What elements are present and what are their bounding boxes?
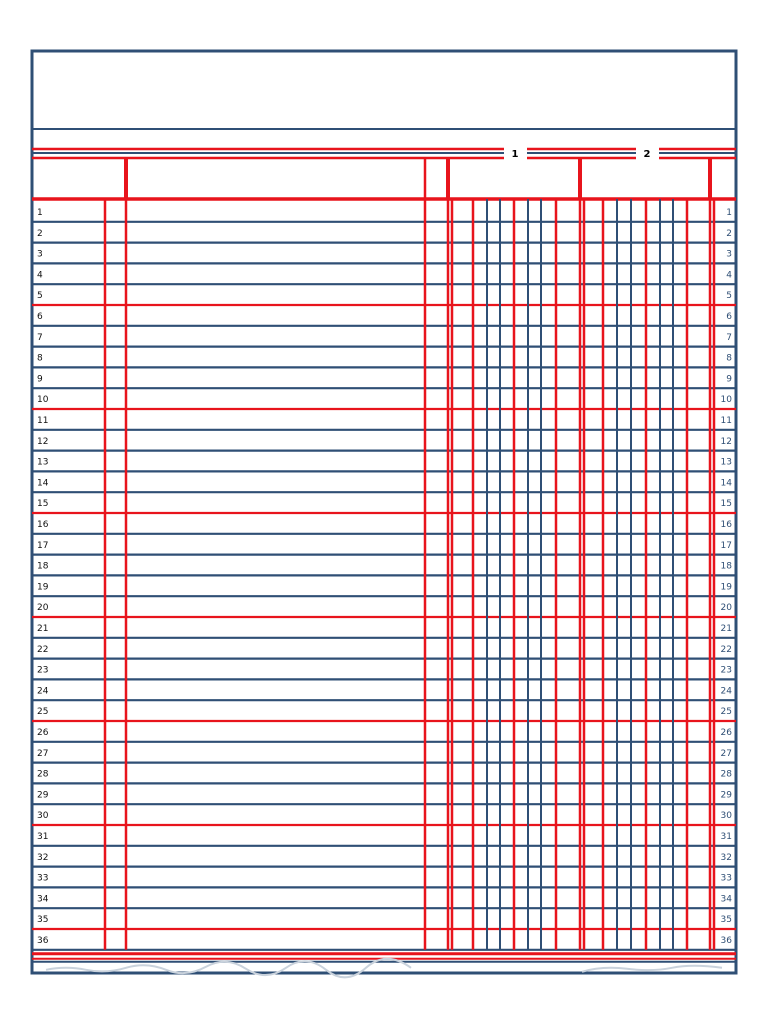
row-number-left: 36	[37, 936, 49, 946]
row-number-right: 12	[720, 436, 732, 447]
row-number-left: 1	[37, 208, 43, 218]
row-number-left: 29	[37, 790, 49, 801]
row-number-right: 23	[720, 665, 732, 676]
row-number-left: 15	[37, 499, 49, 510]
row-number-left: 17	[37, 540, 49, 551]
row-number-right: 26	[720, 728, 732, 738]
row-number-left: 21	[37, 624, 49, 634]
row-number-right: 10	[720, 395, 732, 406]
row-number-left: 5	[37, 291, 43, 302]
row-number-left: 24	[37, 686, 49, 697]
row-number-right: 5	[726, 291, 732, 302]
row-number-right: 20	[720, 603, 732, 614]
row-number-left: 27	[37, 748, 49, 759]
column-number-2: 2	[643, 149, 651, 160]
row-number-left: 32	[37, 852, 49, 863]
torn-edge-mark	[582, 966, 722, 972]
row-number-left: 6	[37, 312, 43, 322]
row-number-left: 33	[37, 873, 49, 884]
row-number-left: 19	[37, 582, 49, 593]
row-number-left: 2	[37, 228, 43, 239]
row-number-left: 14	[37, 478, 49, 489]
row-number-right: 18	[720, 561, 732, 572]
row-number-left: 16	[37, 520, 49, 530]
row-number-left: 31	[37, 832, 49, 842]
row-number-right: 11	[720, 416, 732, 426]
row-number-left: 11	[37, 416, 49, 426]
row-number-left: 18	[37, 561, 49, 572]
row-number-right: 22	[720, 644, 732, 655]
row-number-right: 14	[720, 478, 732, 489]
row-number-left: 23	[37, 665, 49, 676]
row-number-right: 4	[726, 270, 732, 281]
row-number-right: 8	[726, 353, 732, 364]
row-number-right: 1	[726, 208, 732, 218]
column-header	[32, 149, 736, 199]
row-number-right: 35	[720, 915, 732, 926]
row-number-right: 32	[720, 852, 732, 863]
row-number-right: 16	[720, 520, 732, 530]
row-number-right: 2	[726, 228, 732, 239]
row-number-right: 30	[720, 811, 732, 822]
row-number-right: 19	[720, 582, 732, 593]
row-number-right: 33	[720, 873, 732, 884]
row-number-left: 7	[37, 332, 43, 343]
row-number-right: 29	[720, 790, 732, 801]
row-numbers	[37, 208, 732, 946]
row-number-left: 30	[37, 811, 49, 822]
row-number-left: 12	[37, 436, 49, 447]
row-number-left: 4	[37, 270, 43, 281]
row-number-right: 28	[720, 769, 732, 780]
row-number-left: 20	[37, 603, 49, 614]
row-number-right: 21	[720, 624, 732, 634]
row-number-right: 27	[720, 748, 732, 759]
row-number-left: 13	[37, 457, 49, 468]
row-number-right: 13	[720, 457, 732, 468]
row-number-right: 36	[720, 936, 732, 946]
row-number-left: 26	[37, 728, 49, 738]
row-number-right: 7	[726, 332, 732, 343]
row-number-left: 28	[37, 769, 49, 780]
row-number-right: 9	[726, 374, 732, 385]
row-number-left: 8	[37, 353, 43, 364]
row-number-right: 31	[720, 832, 732, 842]
row-number-right: 25	[720, 707, 732, 718]
row-number-left: 3	[37, 249, 43, 260]
row-number-right: 15	[720, 499, 732, 510]
row-number-right: 17	[720, 540, 732, 551]
row-number-left: 34	[37, 894, 49, 905]
row-number-right: 24	[720, 686, 732, 697]
row-number-right: 3	[726, 249, 732, 260]
row-number-left: 22	[37, 644, 49, 655]
row-number-left: 9	[37, 374, 43, 385]
column-number-1: 1	[511, 149, 519, 160]
row-number-left: 25	[37, 707, 49, 718]
row-number-left: 10	[37, 395, 49, 406]
row-number-left: 35	[37, 915, 49, 926]
row-number-right: 6	[726, 312, 732, 322]
row-number-right: 34	[720, 894, 732, 905]
